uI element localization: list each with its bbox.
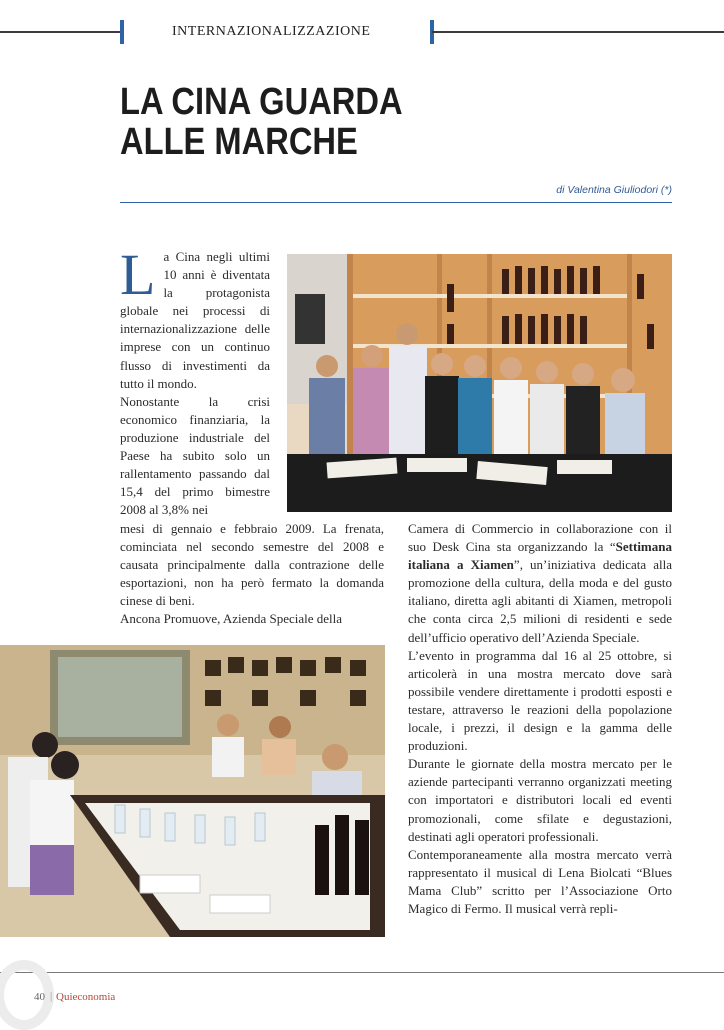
- right-paragraph-3: Durante le giornate della mostra mercato per le aziende partecipanti verranno organizzati meeting con importatori e distributori locali ed eventi promozionali, come sfilate e degustazioni, destinati agli operatori professionali.: [408, 756, 672, 844]
- left-column: [120, 520, 384, 629]
- header-rule-left: [0, 31, 122, 33]
- left-paragraph-1: mesi di gennaio e febbraio 2009. La frenata, cominciata nel secondo semestre del 2008 e causata principalmente dalla contrazione delle esportazioni, non ha però fermato la domanda cinese di beni.: [120, 521, 384, 609]
- drop-cap: L: [120, 242, 156, 307]
- intro-paragraph-2: Nonostante la crisi economico finanziaria, la produzione industriale del Paese ha subito solo un rallentamento passando dal 15,4 del primo bimestre 2008 al 3,8% nei: [120, 393, 270, 518]
- header-tick-left: [120, 20, 124, 44]
- title-line-2: ALLE MARCHE: [120, 121, 358, 163]
- title-line-1: LA CINA GUARDA: [120, 81, 403, 123]
- section-label: INTERNAZIONALIZZAZIONE: [172, 24, 371, 39]
- publication-name: Quieconomia: [56, 991, 116, 1003]
- footer-separator: |: [50, 990, 53, 1002]
- intro-paragraph-1: a Cina negli ultimi 10 anni è diventata la protagonista globale nei processi di internazionalizzazione delle imprese con un continuo flusso di investimenti da tutto il mondo.: [120, 249, 270, 391]
- intro-column: [120, 242, 270, 519]
- right-column: [408, 520, 672, 918]
- event-name: Settimana italiana a Xiamen: [408, 539, 672, 573]
- right-paragraph-1: [408, 520, 672, 647]
- article-title: [120, 82, 481, 162]
- left-paragraph-2: Ancona Promuove, Azienda Speciale della: [120, 611, 343, 627]
- right-paragraph-4: Contemporaneamente alla mostra mercato verrà rappresentato il musical di Lena Biolcati “Blues Mama Club” scritto per l’Associazione Orto Magico di Fermo. Il musical verrà repli-: [408, 846, 672, 916]
- header-rule-right: [432, 31, 724, 33]
- right-p1-text-end: ”, un’iniziativa dedicata alla promozione della cultura, della moda e del gusto italiano, diretta agli abitanti di Xiamen, metropoli che conta circa 2,5 milioni di residenti e sede dell’ufficio operativo dell’Azienda Speciale.: [408, 557, 672, 645]
- footer-q-watermark: [0, 960, 54, 1030]
- photo-tasting-meeting: [0, 645, 385, 937]
- right-paragraph-2: L’evento in programma dal 16 al 25 ottobre, si articolerà in una mostra mercato dove sarà possibile vendere direttamente i prodotti esposti e testare, attraverso le reazioni della popolazione locale, i prezzi, il design e la gamma delle produzioni.: [408, 647, 672, 754]
- page-number: 40: [34, 991, 45, 1003]
- right-p1-text-start: Camera di Commercio in collaborazione con il suo Desk Cina sta organizzando la “: [408, 521, 672, 555]
- photo-wine-toast-group: [287, 254, 672, 512]
- byline: di Valentina Giuliodori (*): [556, 184, 672, 196]
- footer-rule: [0, 972, 724, 973]
- byline-rule: [120, 202, 672, 203]
